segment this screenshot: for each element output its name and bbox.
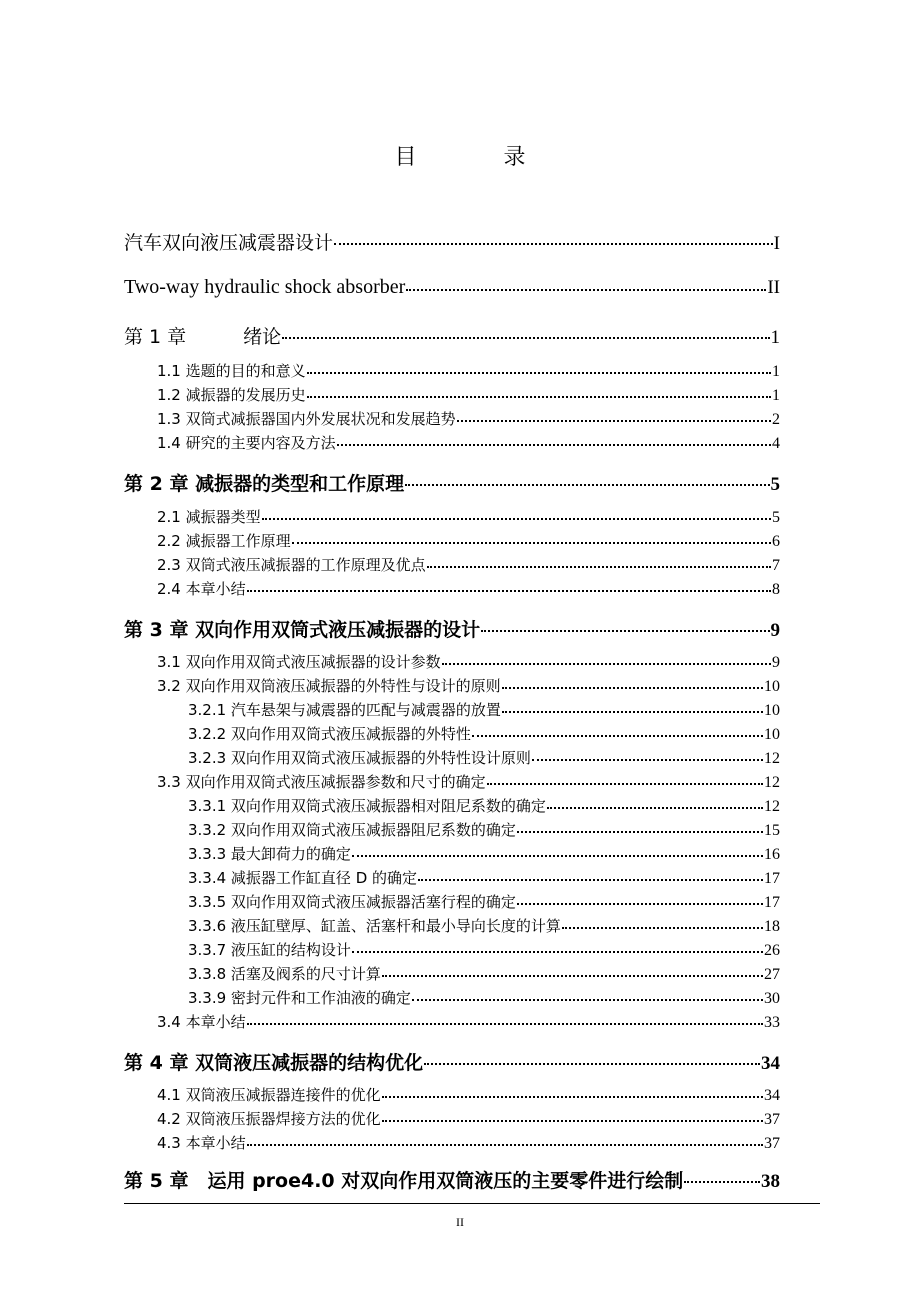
toc-entry-page: 1 — [770, 327, 780, 348]
toc-entry-label: Two-way hydraulic shock absorber — [124, 276, 406, 298]
dot-leader — [424, 1063, 760, 1065]
dot-leader — [382, 1120, 763, 1122]
toc-subsection-entry[interactable] — [188, 915, 780, 936]
toc-entry-page: 12 — [764, 750, 780, 767]
dot-leader — [684, 1181, 760, 1183]
toc-chapter-entry[interactable] — [124, 1166, 780, 1193]
dot-leader — [334, 243, 773, 245]
toc-entry-label: 3.3.4 减振器工作缸直径 D 的确定 — [188, 869, 418, 887]
dot-leader — [487, 783, 763, 785]
toc-section-entry[interactable] — [157, 554, 780, 575]
toc-entry-page: 5 — [772, 509, 780, 526]
toc-section-entry[interactable] — [157, 1132, 780, 1153]
toc-section-entry[interactable] — [157, 432, 780, 453]
toc-section-entry[interactable] — [157, 408, 780, 429]
dot-leader — [382, 1096, 763, 1098]
toc-entry-label: 1.3 双筒式减振器国内外发展状况和发展趋势 — [157, 410, 456, 428]
toc-entry-label: 1.1 选题的目的和意义 — [157, 362, 306, 380]
toc-entry-page: 4 — [772, 435, 780, 452]
toc-section-entry[interactable] — [157, 1011, 780, 1032]
toc-entry-label: 2.2 减振器工作原理 — [157, 532, 291, 550]
footer-page-number: II — [456, 1215, 464, 1229]
toc-section-entry[interactable] — [157, 530, 780, 551]
dot-leader — [307, 372, 771, 374]
toc-entry-label: 1.2 减振器的发展历史 — [157, 386, 306, 404]
toc-chapter-entry[interactable] — [124, 322, 780, 349]
dot-leader — [517, 831, 763, 833]
toc-entry-label: 3.3.7 液压缸的结构设计 — [188, 941, 351, 959]
dot-leader — [247, 1023, 763, 1025]
toc-entry-page: 5 — [770, 474, 780, 495]
toc-entry-page: 7 — [772, 557, 780, 574]
dot-leader — [405, 484, 769, 486]
dot-leader — [532, 759, 763, 761]
toc-entry-page: 30 — [764, 990, 780, 1007]
toc-entry-page: 33 — [764, 1014, 780, 1031]
dot-leader — [502, 687, 763, 689]
toc-entry-label: 第 5 章 运用 proe4.0 对双向作用双筒液压的主要零件进行绘制 — [124, 1170, 684, 1192]
dot-leader — [262, 518, 771, 520]
toc-subsection-entry[interactable] — [188, 963, 780, 984]
toc-entry-page: 15 — [764, 822, 780, 839]
toc-entry-page: 17 — [764, 894, 780, 911]
toc-section-entry[interactable] — [157, 1108, 780, 1129]
toc-subsection-entry[interactable] — [188, 699, 780, 720]
toc-entry-label: 3.3.6 液压缸壁厚、缸盖、活塞杆和最小导向长度的计算 — [188, 917, 561, 935]
dot-leader — [307, 396, 771, 398]
toc-entry-label: 第 4 章 双筒液压减振器的结构优化 — [124, 1052, 424, 1074]
toc-subsection-entry[interactable] — [188, 987, 780, 1008]
dot-leader — [457, 420, 771, 422]
toc-subsection-entry[interactable] — [188, 867, 780, 888]
toc-entry-label: 3.3.3 最大卸荷力的确定 — [188, 845, 351, 863]
dot-leader — [481, 630, 769, 632]
toc-section-entry[interactable] — [157, 771, 780, 792]
toc-entry-page: 10 — [764, 678, 780, 695]
toc-entry-label: 3.2.3 双向作用双筒式液压减振器的外特性设计原则 — [188, 749, 531, 767]
toc-entry-page: 38 — [761, 1171, 780, 1192]
toc-entry-page: 27 — [764, 966, 780, 983]
toc-chapter-entry[interactable] — [124, 228, 780, 255]
toc-section-entry[interactable] — [157, 651, 780, 672]
toc-subsection-entry[interactable] — [188, 819, 780, 840]
toc-entry-label: 3.2 双向作用双筒液压减振器的外特性与设计的原则 — [157, 677, 501, 695]
page-title: 目 录 — [394, 145, 566, 170]
dot-leader — [352, 951, 763, 953]
toc-chapter-entry[interactable] — [124, 615, 780, 642]
dot-leader — [382, 975, 763, 977]
toc-chapter-entry[interactable] — [124, 1048, 780, 1075]
toc-entry-page: 34 — [761, 1053, 780, 1074]
dot-leader — [517, 903, 763, 905]
toc-entry-label: 第 2 章 减振器的类型和工作原理 — [124, 473, 405, 495]
toc-entry-label: 2.1 减振器类型 — [157, 508, 261, 526]
toc-entry-label: 第 3 章 双向作用双筒式液压减振器的设计 — [124, 619, 481, 641]
toc-section-entry[interactable] — [157, 675, 780, 696]
toc-entry-page: I — [773, 233, 780, 254]
dot-leader — [418, 879, 763, 881]
toc-entry-page: 2 — [772, 411, 780, 428]
toc-entry-label: 3.2.1 汽车悬架与减震器的匹配与减震器的放置 — [188, 701, 501, 719]
toc-subsection-entry[interactable] — [188, 723, 780, 744]
dot-leader — [562, 927, 763, 929]
dot-leader — [502, 711, 763, 713]
toc-entry-label: 3.3.2 双向作用双筒式液压减振器阻尼系数的确定 — [188, 821, 516, 839]
toc-entry-page: 37 — [764, 1111, 780, 1128]
dot-leader — [472, 735, 763, 737]
toc-section-entry[interactable] — [157, 384, 780, 405]
toc-entry-label: 3.3.5 双向作用双筒式液压减振器活塞行程的确定 — [188, 893, 516, 911]
toc-entry-page: 1 — [772, 387, 780, 404]
toc-entry-page: 12 — [764, 798, 780, 815]
toc-entry-page: 8 — [772, 581, 780, 598]
toc-entry-page: 10 — [764, 726, 780, 743]
toc-entry-page: 1 — [772, 363, 780, 380]
toc-entry-page: 34 — [764, 1087, 780, 1104]
toc-entry-page: 10 — [764, 702, 780, 719]
toc-entry-page: 18 — [764, 918, 780, 935]
dot-leader — [547, 807, 763, 809]
toc-entry-label: 2.3 双筒式液压减振器的工作原理及优点 — [157, 556, 426, 574]
toc-entry-page: 26 — [764, 942, 780, 959]
toc-entry-label: 3.1 双向作用双筒式液压减振器的设计参数 — [157, 653, 441, 671]
toc-entry-label: 3.3.9 密封元件和工作油液的确定 — [188, 989, 411, 1007]
toc-entry-label: 3.2.2 双向作用双筒式液压减振器的外特性 — [188, 725, 471, 743]
toc-subsection-entry[interactable] — [188, 747, 780, 768]
toc-section-entry[interactable] — [157, 360, 780, 381]
footer-divider — [124, 1203, 820, 1204]
toc-entry-page: II — [767, 277, 780, 298]
toc-section-entry[interactable] — [157, 1084, 780, 1105]
toc-entry-label: 2.4 本章小结 — [157, 580, 246, 598]
toc-entry-label: 3.3.1 双向作用双筒式液压减振器相对阻尼系数的确定 — [188, 797, 546, 815]
toc-entry-label: 4.2 双筒液压振器焊接方法的优化 — [157, 1110, 381, 1128]
toc-entry-page: 37 — [764, 1135, 780, 1152]
toc-entry-label: 1.4 研究的主要内容及方法 — [157, 434, 336, 452]
toc-entry-label: 4.1 双筒液压减振器连接件的优化 — [157, 1086, 381, 1104]
dot-leader — [406, 289, 766, 291]
dot-leader — [247, 590, 771, 592]
dot-leader — [427, 566, 771, 568]
toc-entry-page: 9 — [772, 654, 780, 671]
toc-chapter-entry[interactable] — [124, 276, 780, 299]
toc-entry-page: 12 — [764, 774, 780, 791]
toc-entry-page: 17 — [764, 870, 780, 887]
dot-leader — [337, 444, 771, 446]
toc-subsection-entry[interactable] — [188, 939, 780, 960]
toc-entry-page: 6 — [772, 533, 780, 550]
dot-leader — [292, 542, 771, 544]
toc-entry-label: 3.3 双向作用双筒式液压减振器参数和尺寸的确定 — [157, 773, 486, 791]
toc-subsection-entry[interactable] — [188, 795, 780, 816]
toc-entry-label: 3.3.8 活塞及阀系的尺寸计算 — [188, 965, 381, 983]
toc-chapter-entry[interactable] — [124, 469, 780, 496]
dot-leader — [247, 1144, 763, 1146]
toc-entry-label: 4.3 本章小结 — [157, 1134, 246, 1152]
toc-entry-page: 16 — [764, 846, 780, 863]
toc-section-entry[interactable] — [157, 578, 780, 599]
toc-entry-label: 汽车双向液压减震器设计 — [124, 232, 334, 254]
dot-leader — [282, 337, 769, 339]
toc-subsection-entry[interactable] — [188, 891, 780, 912]
toc-subsection-entry[interactable] — [188, 843, 780, 864]
toc-entry-page: 9 — [770, 620, 780, 641]
dot-leader — [352, 855, 763, 857]
dot-leader — [412, 999, 763, 1001]
dot-leader — [442, 663, 771, 665]
toc-entry-label: 第 1 章 绪论 — [124, 326, 282, 348]
toc-entry-label: 3.4 本章小结 — [157, 1013, 246, 1031]
toc-section-entry[interactable] — [157, 506, 780, 527]
